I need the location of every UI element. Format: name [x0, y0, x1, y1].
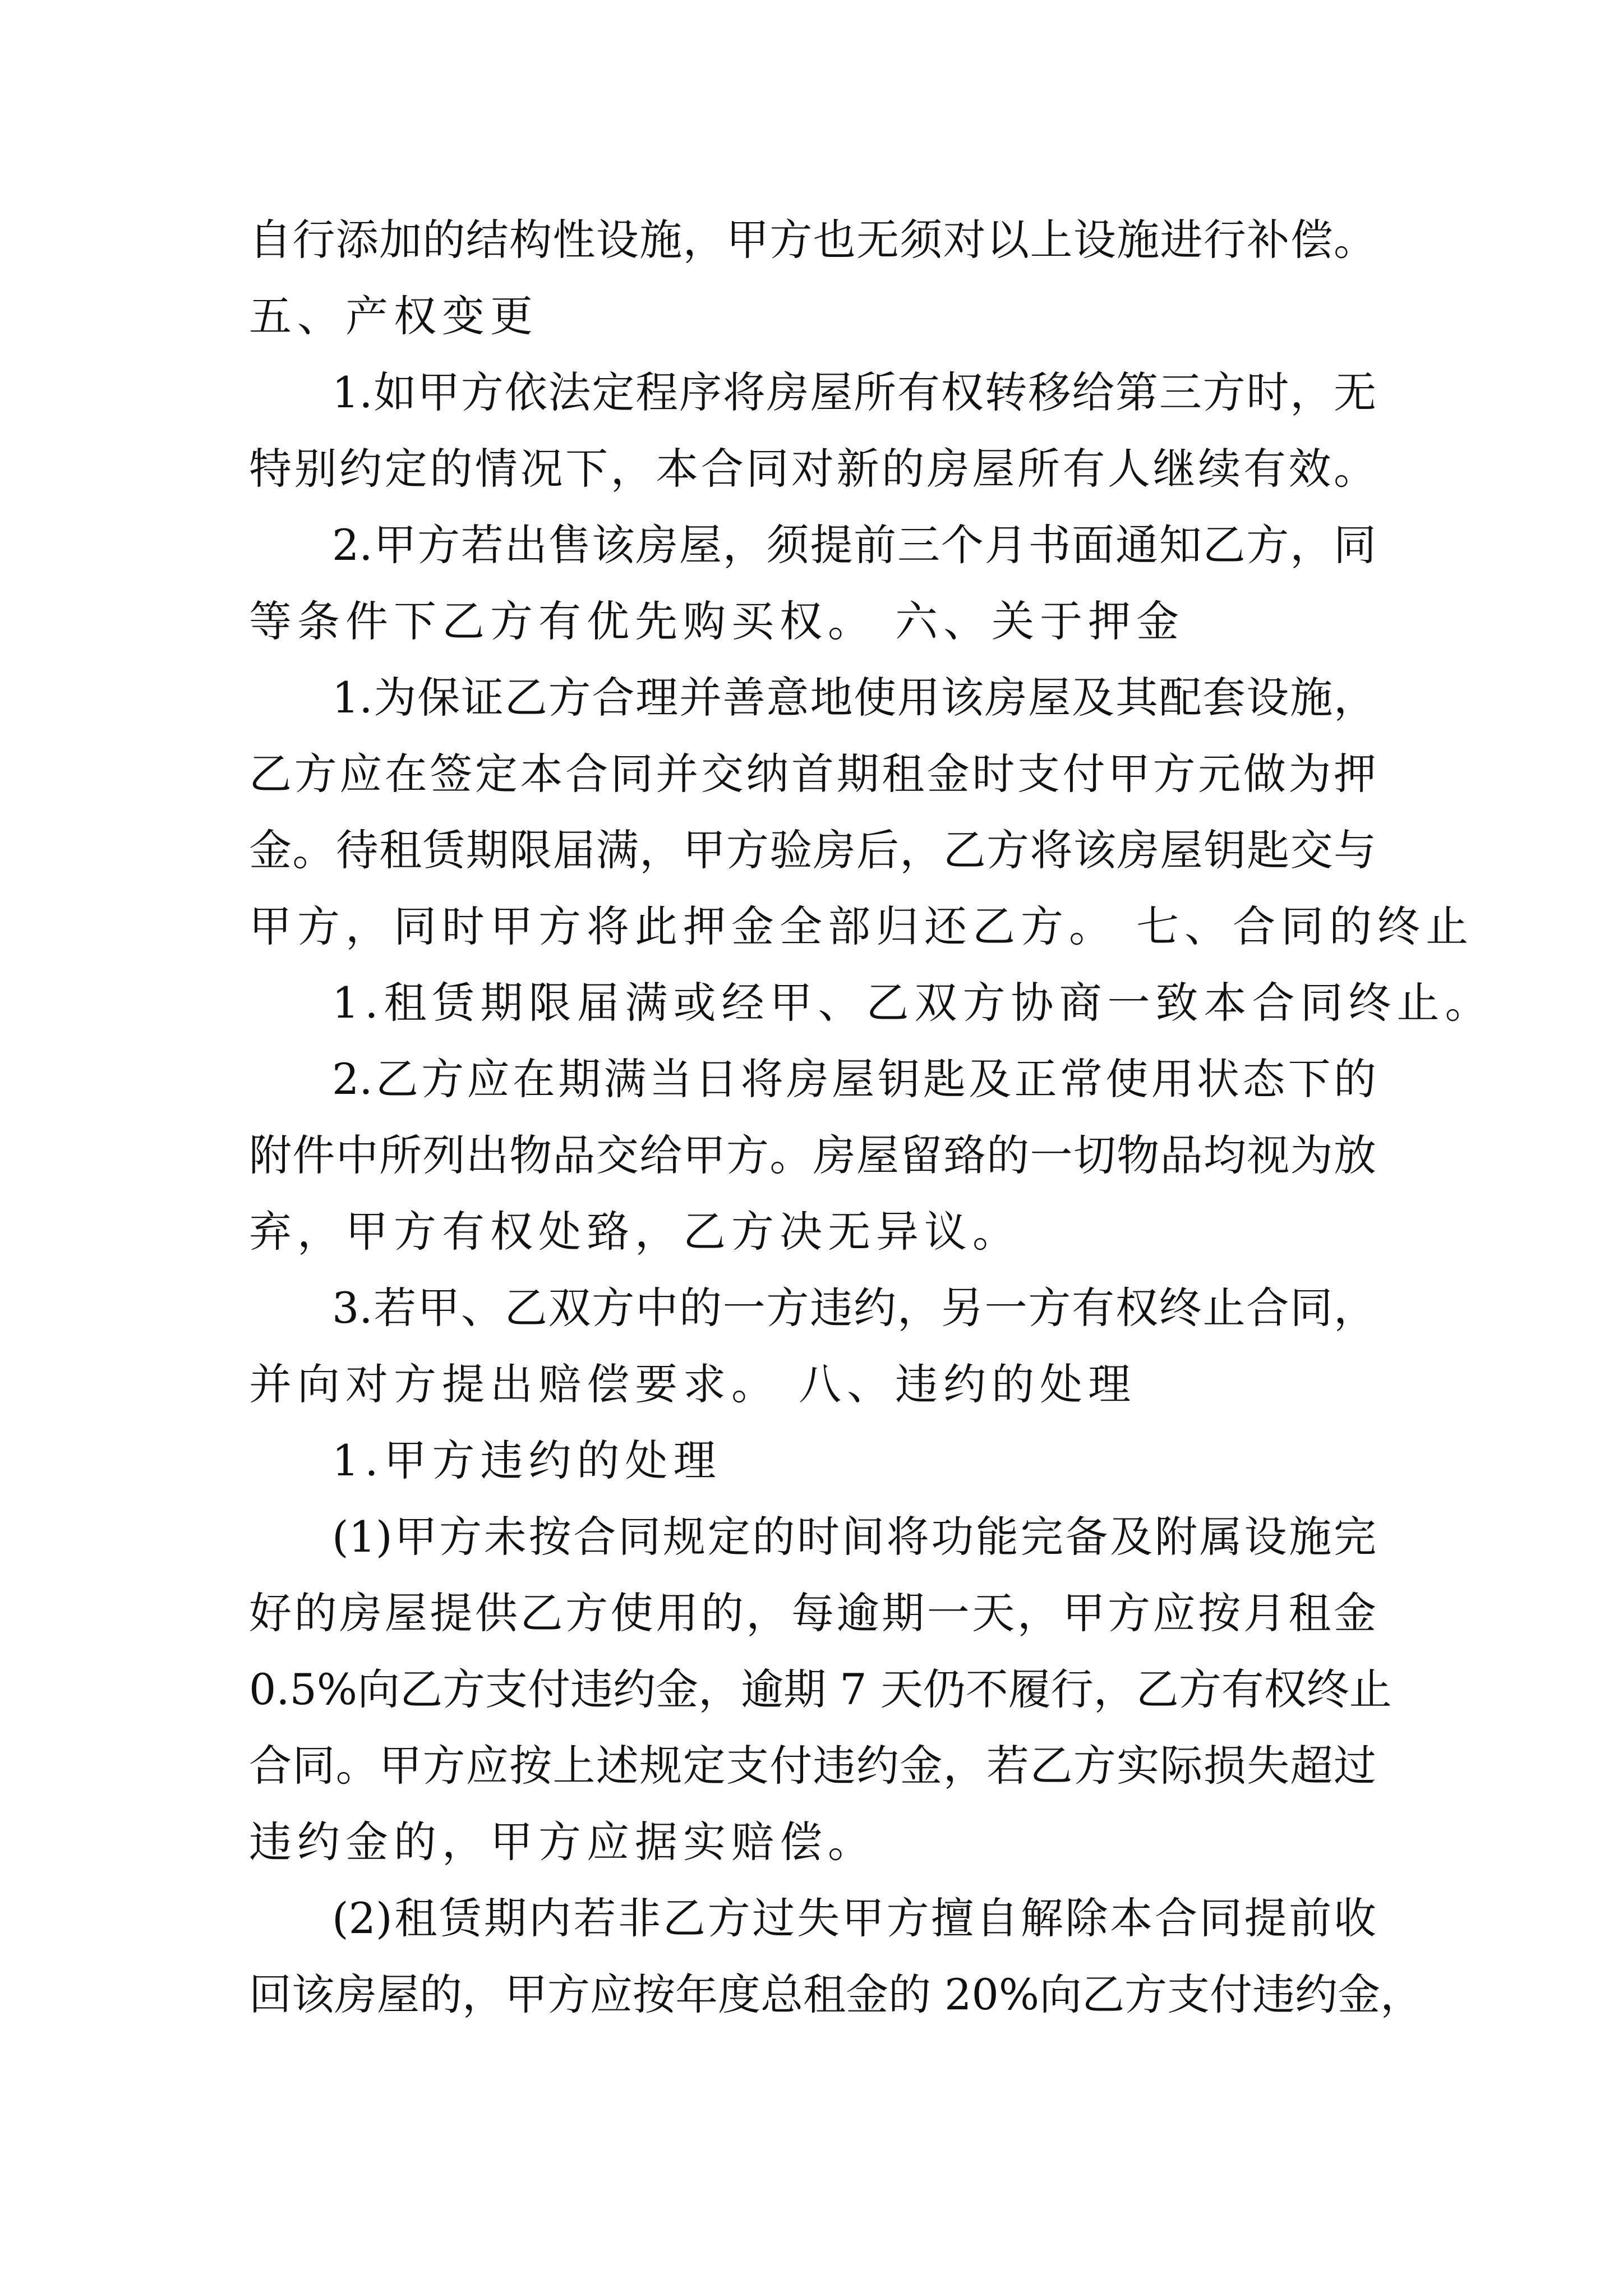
text-line: (2)租赁期内若非乙方过失甲方擅自解除本合同提前收: [332, 1893, 1376, 1943]
text-line: 自行添加的结构性设施，甲方也无须对以上设施进行补偿。: [249, 215, 1376, 265]
text-line: 甲方，同时甲方将此押金全部归还乙方。 七、合同的终止: [249, 901, 1474, 951]
text-line: 附件中所列出物品交给甲方。房屋留臵的一切物品均视为放: [249, 1130, 1376, 1180]
section-subheading: 1.甲方违约的处理: [332, 1435, 722, 1485]
text-line: 0.5%向乙方支付违约金，逾期 7 天仍不履行，乙方有权终止: [249, 1664, 1392, 1714]
text-line: 1.如甲方依法定程序将房屋所有权转移给第三方时，无: [332, 367, 1376, 417]
text-line: 等条件下乙方有优先购买权。 六、关于押金: [249, 596, 1185, 646]
text-line: 1.为保证乙方合理并善意地使用该房屋及其配套设施，: [332, 673, 1376, 723]
text-line: 好的房屋提供乙方使用的，每逾期一天，甲方应按月租金: [249, 1588, 1376, 1638]
text-line: 乙方应在签定本合同并交纳首期租金时支付甲方元做为押: [249, 749, 1376, 799]
text-line: 弃，甲方有权处臵，乙方决无异议。: [249, 1207, 1021, 1257]
text-line: 合同。甲方应按上述规定支付违约金，若乙方实际损失超过: [249, 1741, 1376, 1791]
section-heading: 五、产权变更: [249, 291, 538, 341]
text-line: 并向对方提出赔偿要求。 八、违约的处理: [249, 1359, 1137, 1409]
text-line: 2.甲方若出售该房屋，须提前三个月书面通知乙方，同: [332, 520, 1376, 570]
text-line: 2.乙方应在期满当日将房屋钥匙及正常使用状态下的: [332, 1054, 1376, 1104]
text-line: 违约金的，甲方应据实赔偿。: [249, 1817, 876, 1867]
text-line: 1.租赁期限届满或经甲、乙双方协商一致本合同终止。: [332, 978, 1493, 1028]
text-line: (1)甲方未按合同规定的时间将功能完备及附属设施完: [332, 1512, 1376, 1562]
text-line: 3.若甲、乙双方中的一方违约，另一方有权终止合同，: [332, 1283, 1376, 1333]
text-line: 金。待租赁期限届满，甲方验房后，乙方将该房屋钥匙交与: [249, 825, 1376, 875]
text-line: 回该房屋的，甲方应按年度总租金的 20%向乙方支付违约金，: [249, 1970, 1423, 2019]
text-line: 特别约定的情况下，本合同对新的房屋所有人继续有效。: [249, 444, 1376, 494]
